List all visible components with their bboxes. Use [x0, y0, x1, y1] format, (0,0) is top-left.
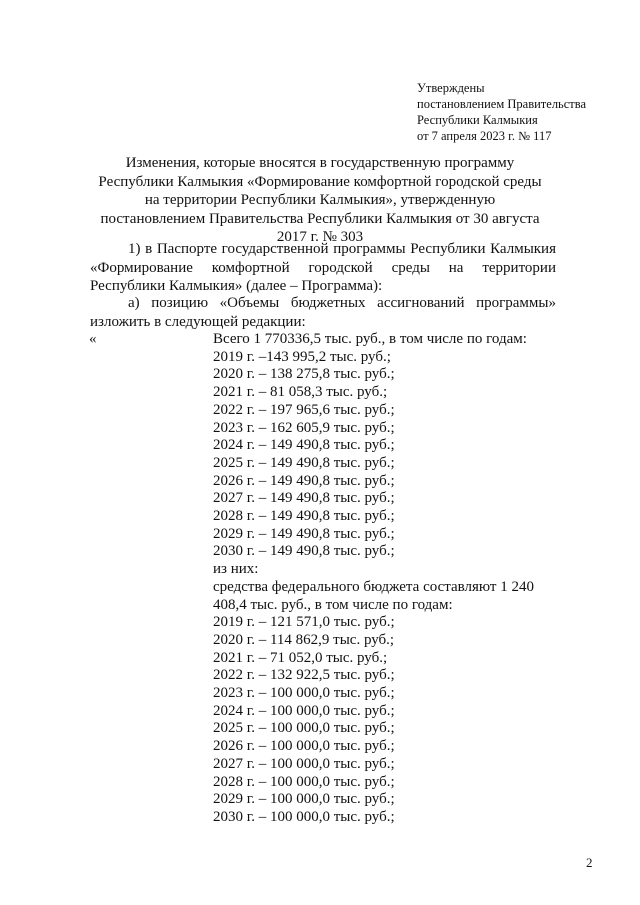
total-year-line: 2019 г. –143 995,2 тыс. руб.; — [213, 348, 391, 365]
total-year-line: 2021 г. – 81 058,3 тыс. руб.; — [213, 384, 388, 401]
federal-year-line: 2021 г. – 71 052,0 тыс. руб.; — [213, 649, 388, 666]
total-year-line: 2025 г. – 149 490,8 тыс. руб.; — [213, 454, 395, 471]
approval-line: постановлением Правительства — [417, 97, 587, 111]
total-year-line: 2029 г. – 149 490,8 тыс. руб.; — [213, 525, 395, 542]
approval-line: Республики Калмыкия — [417, 113, 538, 127]
federal-year-line: 2020 г. – 114 862,9 тыс. руб.; — [213, 631, 395, 648]
total-year-line: 2022 г. – 197 965,6 тыс. руб.; — [213, 401, 395, 418]
of-them-label: из них: — [213, 561, 259, 578]
total-year-line: 2023 г. – 162 605,9 тыс. руб.; — [213, 419, 395, 436]
page-number: 2 — [586, 855, 593, 870]
total-year-line: 2028 г. – 149 490,8 тыс. руб.; — [213, 508, 395, 525]
total-year-line: 2024 г. – 149 490,8 тыс. руб.; — [213, 437, 395, 454]
opening-quote: « — [89, 331, 97, 347]
federal-year-line: 2027 г. – 100 000,0 тыс. руб.; — [213, 755, 395, 772]
budget-block — [213, 331, 563, 827]
federal-year-line: 2028 г. – 100 000,0 тыс. руб.; — [213, 773, 395, 790]
total-year-line: 2026 г. – 149 490,8 тыс. руб.; — [213, 472, 395, 489]
federal-year-line: 2030 г. – 100 000,0 тыс. руб.; — [213, 808, 395, 825]
federal-year-line: 2024 г. – 100 000,0 тыс. руб.; — [213, 702, 395, 719]
total-year-line: 2027 г. – 149 490,8 тыс. руб.; — [213, 490, 395, 507]
federal-line: средства федерального бюджета составляют 1 240 408,4 тыс. руб., в том числе по годам: — [213, 578, 534, 613]
federal-year-line: 2026 г. – 100 000,0 тыс. руб.; — [213, 738, 395, 755]
total-year-line: 2030 г. – 149 490,8 тыс. руб.; — [213, 543, 395, 560]
document-heading: Изменения, которые вносятся в государственную программу Республики Калмыкия «Формирование комфортной городской среды на территории Республики Калмыкия», утвержденную постановлением Правительства Республики Калмыкия от 30 августа 2017 г. № 303 — [98, 155, 542, 245]
total-line: Всего 1 770336,5 тыс. руб., в том числе по годам: — [213, 331, 527, 347]
federal-year-line: 2029 г. – 100 000,0 тыс. руб.; — [213, 791, 395, 808]
federal-year-line: 2022 г. – 132 922,5 тыс. руб.; — [213, 667, 395, 684]
total-year-line: 2020 г. – 138 275,8 тыс. руб.; — [213, 366, 395, 383]
federal-year-line: 2023 г. – 100 000,0 тыс. руб.; — [213, 685, 395, 702]
paragraph-item-a: а) позицию «Объемы бюджетных ассигнований программы» изложить в следующей редакции: — [90, 295, 556, 330]
approval-line: Утверждены — [417, 81, 485, 95]
federal-year-line: 2019 г. – 121 571,0 тыс. руб.; — [213, 614, 395, 631]
paragraph-passport: 1) в Паспорте государственной программы Республики Калмыкия «Формирование комфортной городской среды на территории Республики Калмыкия» (далее – Программа): — [90, 241, 556, 294]
approval-line: от 7 апреля 2023 г. № 117 — [417, 129, 552, 143]
federal-year-line: 2025 г. – 100 000,0 тыс. руб.; — [213, 720, 395, 737]
approval-stamp — [417, 80, 586, 144]
